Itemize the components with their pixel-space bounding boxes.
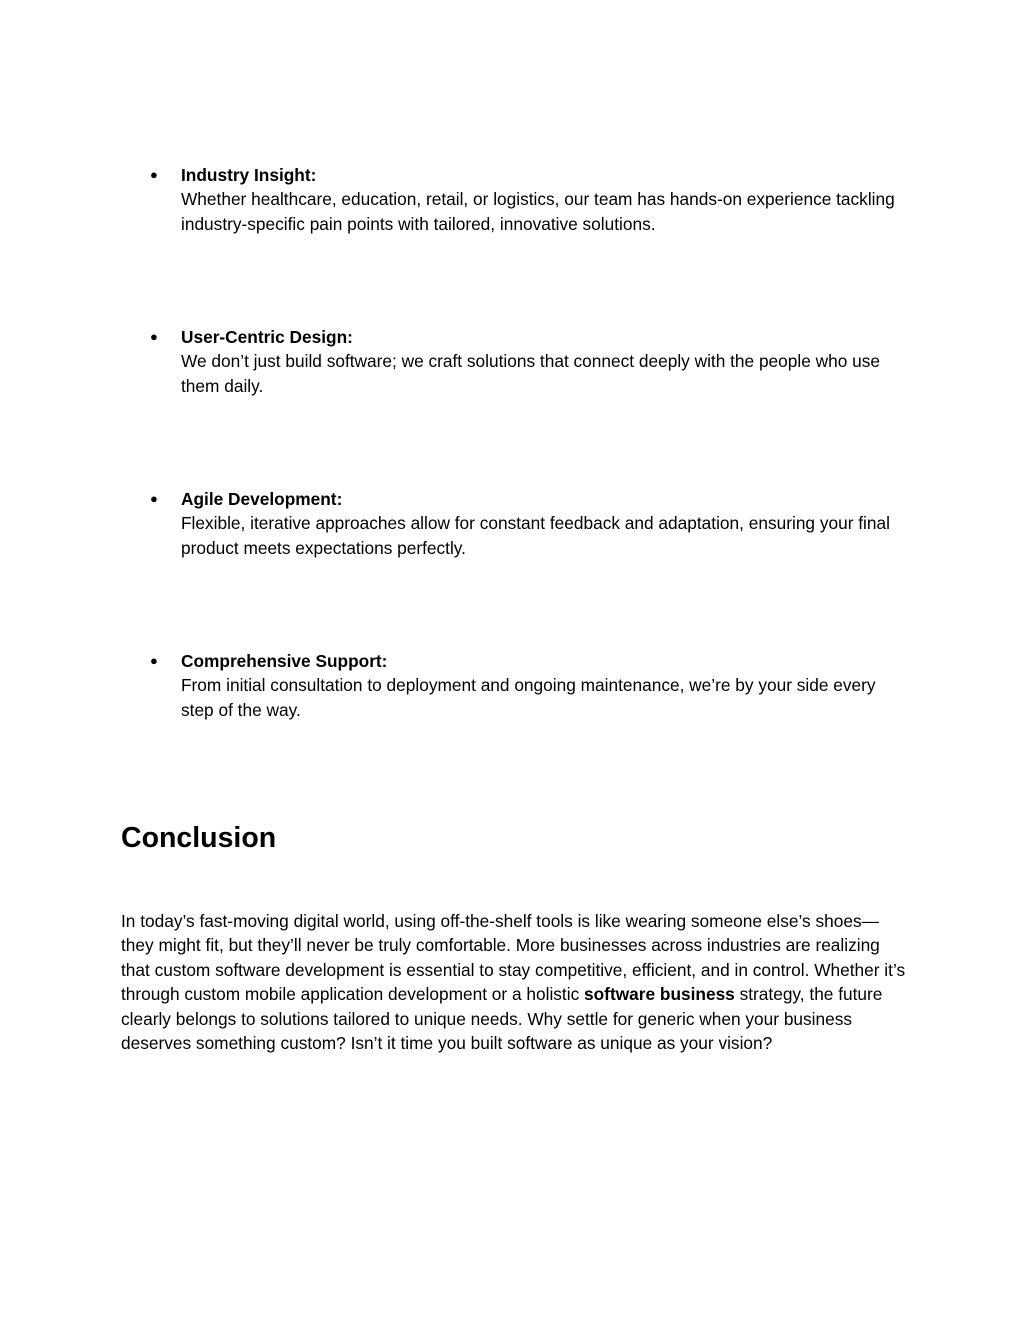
- bullet-marker: ●: [150, 167, 158, 182]
- list-item-title: Industry Insight:: [181, 165, 317, 185]
- list-item-title: User-Centric Design:: [181, 327, 353, 347]
- list-item: [150, 163, 911, 236]
- list-item-title: Comprehensive Support:: [181, 651, 388, 671]
- list-item-text: Flexible, iterative approaches allow for constant feedback and adaptation, ensuring your final product meets expectations perfectly.: [181, 513, 890, 558]
- conclusion-text-start: In today’s fast-moving digital world, using off-the-shelf tools is like wearing someone else’s shoes—they might fit, but they’ll never be truly comfortable. More businesses across industries are realizing that custom software development is essential to stay competitive, efficient, and in control. Whether it’s through custom mobile application development or a holistic: [121, 911, 906, 1005]
- bullet-marker: ●: [150, 653, 158, 668]
- list-item: [150, 325, 911, 398]
- list-item-title: Agile Development:: [181, 489, 343, 509]
- list-item: [150, 649, 911, 722]
- bullet-marker: ●: [150, 491, 158, 506]
- list-item: [150, 487, 911, 560]
- list-item-text: We don’t just build software; we craft solutions that connect deeply with the people who use them daily.: [181, 351, 881, 396]
- conclusion-heading: Conclusion: [121, 822, 277, 854]
- conclusion-text-end: strategy, the future clearly belongs to solutions tailored to unique needs. Why settle for generic when your business deserves something custom? Isn’t it time you built software as unique as your vision?: [121, 984, 883, 1054]
- bullet-marker: ●: [150, 329, 158, 344]
- bold-phrase: software business: [584, 984, 735, 1005]
- list-item-text: Whether healthcare, education, retail, or logistics, our team has hands-on experience tackling industry-specific pain points with tailored, innovative solutions.: [181, 189, 895, 234]
- conclusion-paragraph: [121, 909, 906, 1055]
- list-item-text: From initial consultation to deployment and ongoing maintenance, we’re by your side every step of the way.: [181, 675, 876, 720]
